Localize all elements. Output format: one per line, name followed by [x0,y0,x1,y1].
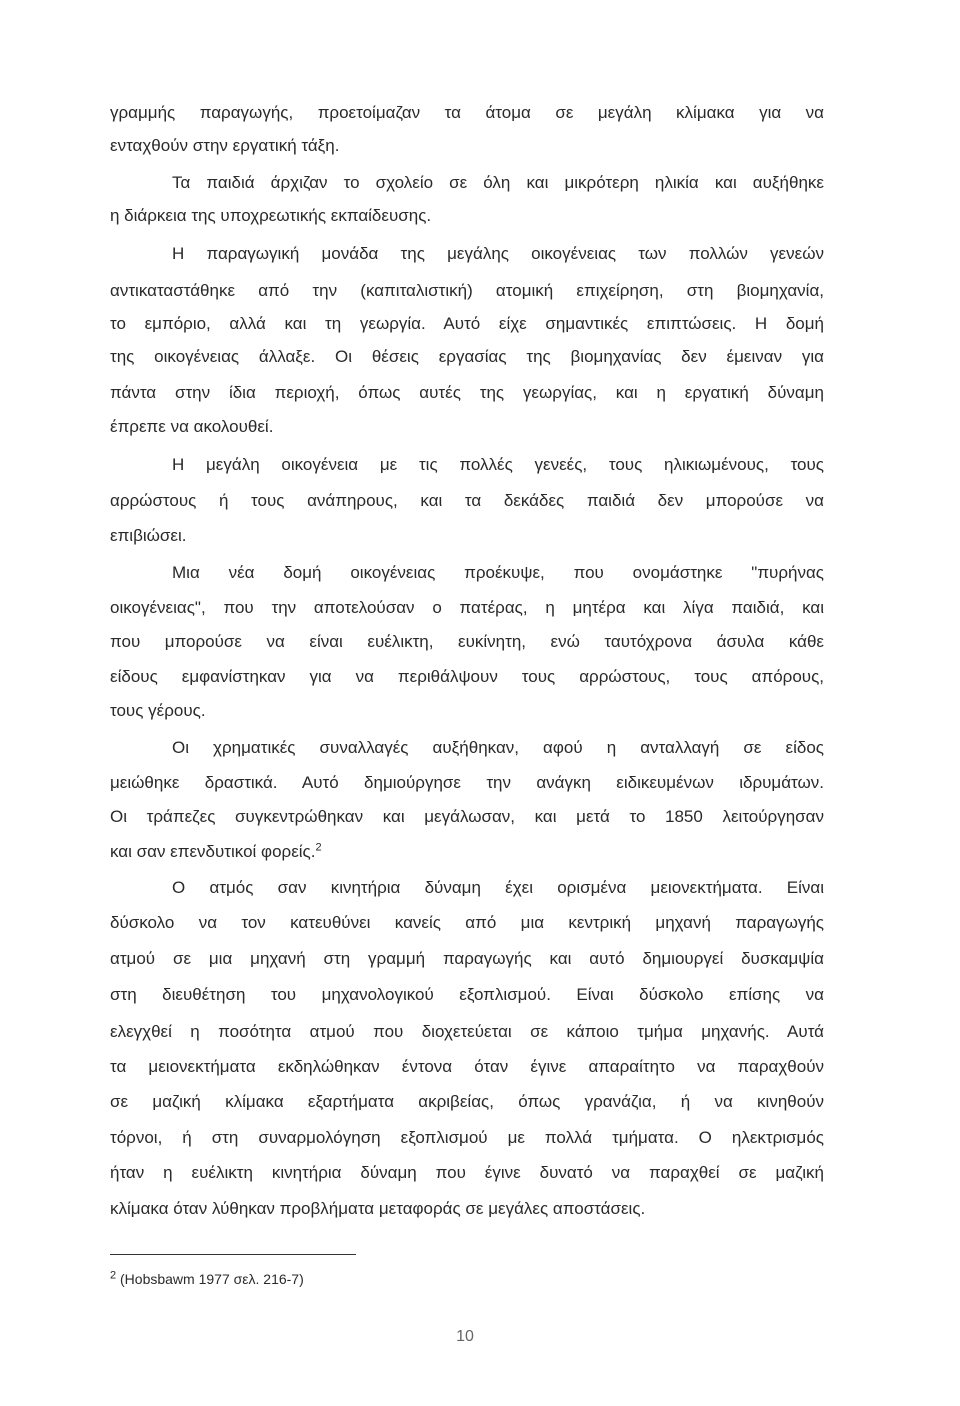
body-text-line: η διάρκεια της υποχρεωτικής εκπαίδευσης. [110,206,432,225]
body-text: και σαν επενδυτικοί φορείς. [110,842,316,861]
body-text-line: Ο ατμός σαν κινητήρια δύναμη έχει ορισμένα μειονεκτήματα. Είναι [172,878,824,897]
body-text-line: επιβιώσει. [110,526,187,545]
page-number: 10 [456,1328,474,1345]
body-text-line: που μπορούσε να είναι ευέλικτη, ευκίνητη, ενώ ταυτόχρονα άσυλα κάθε [110,632,824,651]
body-text-line: της οικογένειας άλλαξε. Οι θέσεις εργασίας της βιομηχανίας δεν έμειναν για [110,347,824,366]
body-text-line [110,841,824,863]
body-text-line: Μια νέα δομή οικογένειας προέκυψε, που ονομάστηκε "πυρήνας [172,563,824,582]
body-text-line: οικογένειας", που την αποτελούσαν ο πατέρας, η μητέρα και λίγα παιδιά, και [110,598,824,617]
body-text-line: πάντα στην ίδια περιοχή, όπως αυτές της γεωργίας, και η εργατική δύναμη [110,383,824,402]
footnote-reference[interactable]: 2 [315,841,322,854]
body-text-line: ήταν η ευέλικτη κινητήρια δύναμη που έγινε δυνατό να παραχθεί σε μαζική [110,1163,824,1182]
body-text-line: ελεγχθεί η ποσότητα ατμού που διοχετεύεται σε κάποιο τμήμα μηχανής. Αυτά [110,1022,824,1041]
body-text-line: αρρώστους ή τους ανάπηρους, και τα δεκάδες παιδιά δεν μπορούσε να [110,491,824,510]
body-text-line: Η μεγάλη οικογένεια με τις πολλές γενεές, τους ηλικιωμένους, τους [172,455,824,474]
body-text-line: τα μειονεκτήματα εκδηλώθηκαν έντονα όταν έγινε απαραίτητο να παραχθούν [110,1057,824,1076]
footnote-text: (Hobsbawm 1977 σελ. 216-7) [116,1271,304,1287]
footnote-divider [110,1254,356,1255]
body-text-line: στη διευθέτηση του μηχανολογικού εξοπλισμού. Είναι δύσκολο επίσης να [110,985,824,1004]
body-text-line: Τα παιδιά άρχιζαν το σχολείο σε όλη και μικρότερη ηλικία και αυξήθηκε [172,173,824,192]
footnote-marker: 2 [110,1269,117,1282]
body-text-line: Η παραγωγική μονάδα της μεγάλης οικογένειας των πολλών γενεών [172,244,824,263]
body-text-line: τους γέρους. [110,701,206,720]
body-text-line: Οι τράπεζες συγκεντρώθηκαν και μεγάλωσαν, και μετά το 1850 λειτούργησαν [110,807,824,826]
body-text-line: μειώθηκε δραστικά. Αυτό δημιούργησε την ανάγκη ειδικευμένων ιδρυμάτων. [110,773,824,792]
body-text-line: το εμπόριο, αλλά και τη γεωργία. Αυτό είχε σημαντικές επιπτώσεις. Η δομή [110,314,824,333]
body-text-line: γραμμής παραγωγής, προετοίμαζαν τα άτομα σε μεγάλη κλίμακα για να [110,103,824,122]
body-text-line: σε μαζική κλίμακα εξαρτήματα ακριβείας, όπως γρανάζια, ή να κινηθούν [110,1092,824,1111]
body-text-line: Οι χρηματικές συναλλαγές αυξήθηκαν, αφού η ανταλλαγή σε είδος [172,738,824,757]
body-text-line: αντικαταστάθηκε από την (καπιταλιστική) ατομική επιχείρηση, στη βιομηχανία, [110,281,824,300]
body-text-line: δύσκολο να τον κατευθύνει κανείς από μια κεντρική μηχανή παραγωγής [110,913,824,932]
body-text-line: κλίμακα όταν λύθηκαν προβλήματα μεταφοράς σε μεγάλες αποστάσεις. [110,1199,646,1218]
body-text-line: ενταχθούν στην εργατική τάξη. [110,136,340,155]
footnote [110,1270,304,1288]
body-text-line: έπρεπε να ακολουθεί. [110,417,274,436]
body-text-line: τόρνοι, ή στη συναρμολόγηση εξοπλισμού με πολλά τμήματα. Ο ηλεκτρισμός [110,1128,824,1147]
body-text-line: είδους εμφανίστηκαν για να περιθάλψουν τους αρρώστους, τους απόρους, [110,667,824,686]
body-text-line: ατμού σε μια μηχανή στη γραμμή παραγωγής και αυτό δημιουργεί δυσκαμψία [110,949,824,968]
